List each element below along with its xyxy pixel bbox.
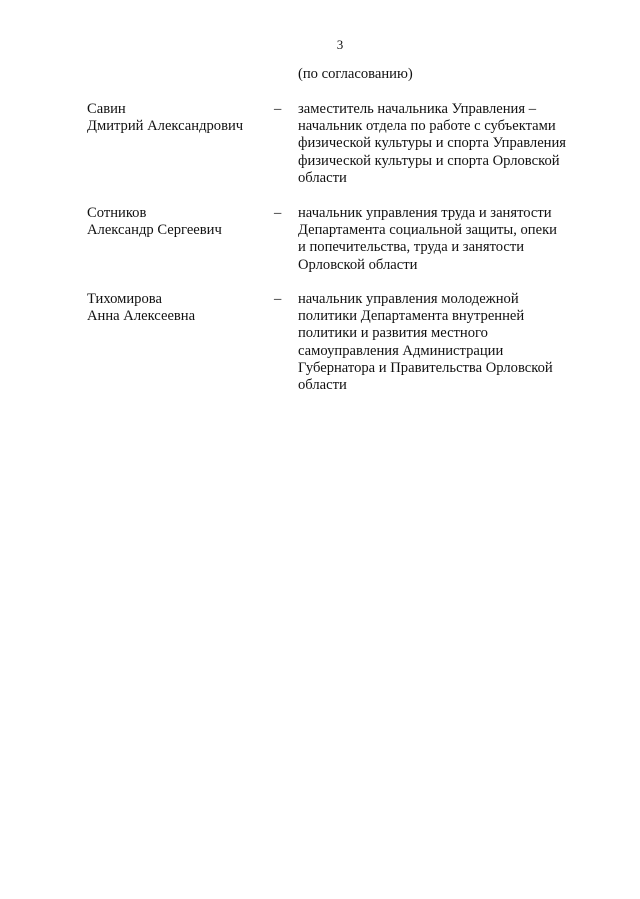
member-name — [87, 291, 277, 325]
position-line: начальник управления молодежной — [298, 291, 519, 307]
position-line: заместитель начальника Управления – — [298, 101, 536, 117]
position-line: Орловской области — [298, 256, 418, 273]
member-position — [298, 205, 590, 274]
member-position — [298, 101, 590, 187]
member-surname: Сотников — [87, 205, 147, 221]
member-given-names: Дмитрий Александрович — [87, 118, 244, 135]
member-surname: Савин — [87, 101, 126, 117]
dash-separator: – — [274, 291, 282, 307]
position-line: Департамента социальной защиты, опеки — [298, 222, 557, 239]
position-line: физической культуры и спорта Управления — [298, 135, 567, 152]
page-number: 3 — [336, 37, 344, 52]
member-position — [298, 291, 590, 394]
member-given-names: Александр Сергеевич — [87, 222, 222, 239]
dash-separator: – — [274, 101, 282, 117]
position-line: самоуправления Администрации — [298, 342, 504, 359]
continuation-note: (по согласованию) — [298, 66, 413, 82]
position-line: области — [298, 169, 347, 186]
position-line: начальник отдела по работе с субъектами — [298, 118, 556, 135]
member-name — [87, 101, 277, 135]
member-name — [87, 205, 277, 239]
member-surname: Тихомирова — [87, 291, 162, 307]
position-line: физической культуры и спорта Орловской — [298, 152, 560, 169]
member-given-names: Анна Алексеевна — [87, 308, 196, 325]
position-line: начальник управления труда и занятости — [298, 205, 552, 221]
position-line: Губернатора и Правительства Орловской — [298, 359, 553, 376]
position-line: области — [298, 377, 347, 394]
position-line: политики и развития местного — [298, 325, 488, 342]
position-line: политики Департамента внутренней — [298, 308, 525, 325]
position-line: и попечительства, труда и занятости — [298, 239, 525, 256]
dash-separator: – — [274, 205, 282, 221]
